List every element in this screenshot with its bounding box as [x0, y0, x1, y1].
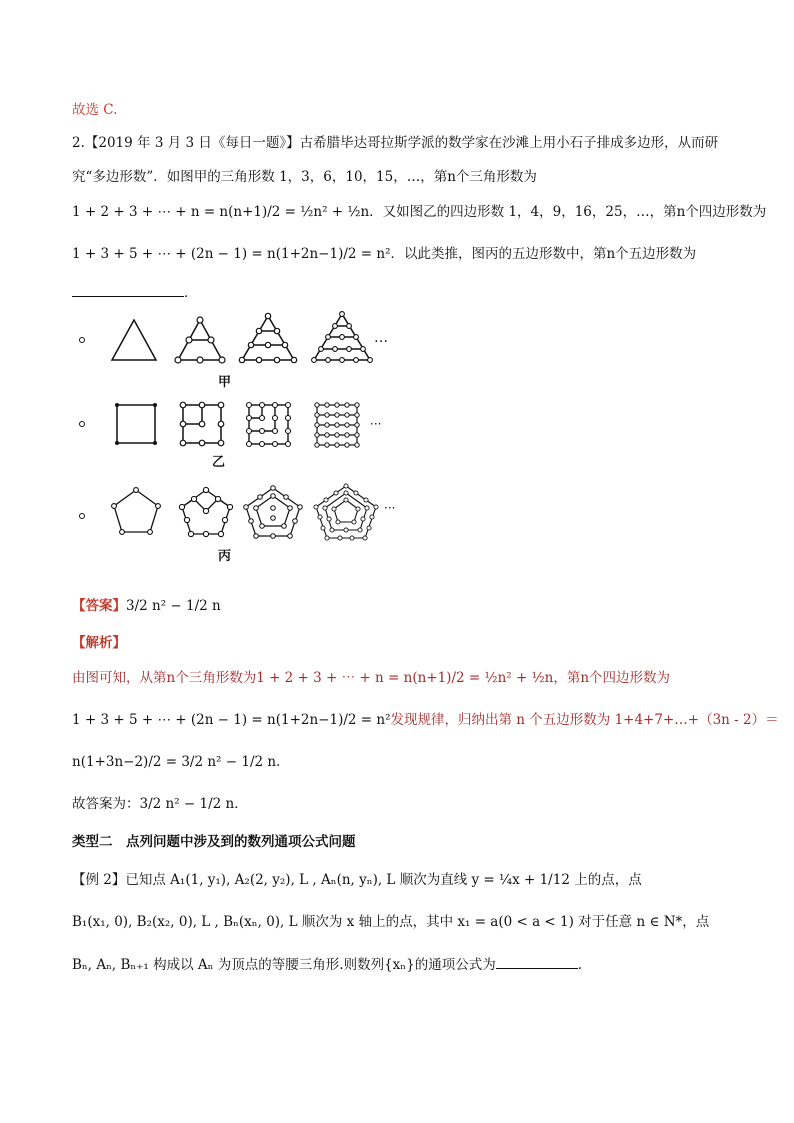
problem2-blank-line — [72, 282, 198, 303]
example2-line3 — [72, 954, 582, 975]
example2-line1: 【例 2】已知点 A₁(1, y₁), A₂(2, y₂), L , Aₙ(n, yₙ), L 顺次为直线 y = ¼x + 1/12 上的点，点 — [72, 872, 642, 888]
triangle-3 — [242, 316, 294, 360]
type2-heading: 类型二 点列问题中涉及到的数列通项公式问题 — [72, 834, 356, 850]
problem2-line2: 究“多边形数”．如图甲的三角形数 1，3，6，10，15，…，第n个三角形数为 — [72, 169, 537, 185]
problem2-line4: 1 + 3 + 5 + ⋯ + (2n − 1) = n(1+2n−1)/2 = n²．以此类推，图丙的五边形数中，第n个五边形数为 — [72, 246, 697, 262]
example2-line3-suffix: . — [577, 957, 582, 973]
analysis-line2 — [72, 710, 779, 730]
ellipsis-yi: ··· — [370, 417, 382, 431]
square-1 — [117, 405, 155, 443]
previous-answer: 故选 C. — [72, 102, 118, 118]
analysis-line1: 由图可知，从第n个三角形数为1 + 2 + 3 + ⋯ + n = n(n+1)/2 = ½n² + ½n，第n个四边形数为 — [72, 670, 671, 686]
label-bing: 丙 — [218, 549, 232, 564]
pentagon-1 — [114, 490, 158, 532]
analysis-conclusion: 故答案为：3/2 n² − 1/2 n． — [72, 796, 248, 812]
ellipsis-jia: … — [374, 330, 388, 346]
example2-line2: B₁(x₁, 0), B₂(x₂, 0), L , Bₙ(xₙ, 0), L 顺次为 x 轴上的点，其中 x₁ = a(0 < a < 1) 对于任意 n ∈ N*，点 — [72, 914, 710, 930]
analysis-line2-formula: 1 + 3 + 5 + ⋯ + (2n − 1) = n(1+2n−1)/2 = n² — [72, 712, 391, 728]
blank-suffix: ． — [184, 285, 198, 301]
answer-label: 【答案】 — [72, 598, 126, 614]
analysis-label: 【解析】 — [72, 635, 126, 651]
problem2-line3: 1 + 2 + 3 + ⋯ + n = n(n+1)/2 = ½n² + ½n．又如图乙的四边形数 1，4，9，16，25，…，第n个四边形数为 — [72, 204, 767, 220]
ellipsis-bing: ··· — [384, 501, 396, 515]
pentagon-figures — [72, 486, 412, 572]
example2-line3-text: Bₙ, Aₙ, Bₙ₊₁ 构成以 Aₙ 为顶点的等腰三角形.则数列{xₙ}的通项公式为 — [72, 957, 496, 973]
triangle-2 — [178, 320, 222, 360]
triangle-figures — [72, 312, 412, 392]
analysis-line3: n(1+3n−2)/2 = 3/2 n² − 1/2 n． — [72, 754, 290, 770]
problem2-line1: 2.【2019 年 3 月 3 日《每日一题》】古希腊毕达哥拉斯学派的数学家在沙滩上用小石子排成多边形，从而研 — [72, 135, 719, 151]
answer-line — [72, 596, 221, 616]
example2-blank — [496, 954, 578, 969]
answer-value: 3/2 n² − 1/2 n — [126, 598, 221, 614]
label-yi: 乙 — [212, 455, 226, 470]
analysis-line2-rule: 发现规律，归纳出第 n 个五边形数为 1+4+7+…+（3n - 2）＝ — [390, 712, 779, 728]
answer-blank — [72, 282, 184, 297]
square-figures — [72, 400, 412, 480]
square-3 — [249, 405, 288, 444]
label-jia: 甲 — [218, 375, 232, 390]
triangle-1 — [112, 320, 156, 360]
